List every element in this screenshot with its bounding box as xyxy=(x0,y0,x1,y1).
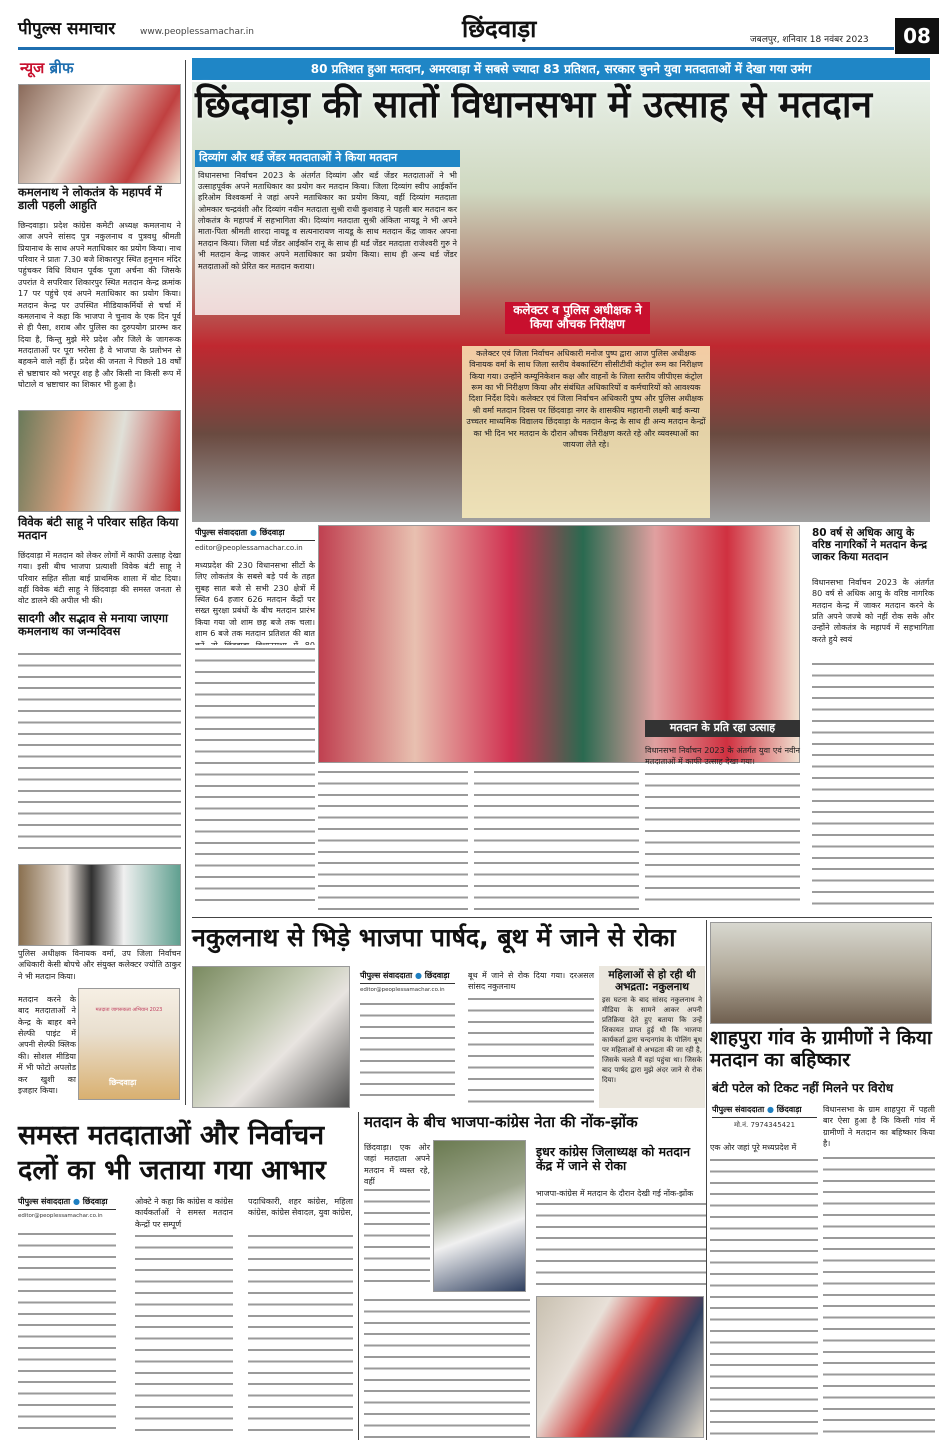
email[interactable]: editor@peoplessamachar.co.in xyxy=(195,544,303,552)
section-rule xyxy=(192,917,932,918)
clash-photo xyxy=(433,1140,526,1292)
page-number: 08 xyxy=(895,18,939,54)
kamalnath-photo xyxy=(18,84,181,184)
byline-place: छिंदवाड़ा xyxy=(82,1197,108,1206)
byline: पीपुल्स संवाददाता xyxy=(712,1105,765,1114)
collector-title: कलेक्टर व पुलिस अधीक्षक ने किया औचक निरीक्षण xyxy=(505,302,650,334)
nakul-side-box xyxy=(599,966,705,1108)
side-box-title: महिलाओं से हो रही थी अभद्रता: नकुलनाथ xyxy=(608,969,696,994)
police-officers-photo xyxy=(18,864,181,946)
shahpura-headline: शाहपुरा गांव के ग्रामीणों ने किया मतदान का बहिष्कार xyxy=(710,1027,932,1071)
lead-body: मध्यप्रदेश की 230 विधानसभा सीटों के लिए लोकतंत्र के सबसे बड़े पर्व के तहत सुबह सात बजे से सभी 230 क्षेत्रों में स्थित 64 हजार 626 मतदान केंद्रों पर सख्त सुरक्षा प्रबंधों के बीच मतदान प्रारंभ किया गया जो शाम छह बजे तक चला। शाम 6 बजे तक मतदान प्रतिशत की बात xyxy=(195,561,315,639)
byline-place: छिंदवाड़ा xyxy=(776,1105,802,1114)
thanks-col3-text xyxy=(248,1232,353,1438)
email[interactable]: editor@peoplessamachar.co.in xyxy=(360,987,445,993)
clash-headline: मतदान के बीच भाजपा-कांग्रेस नेता की नोंक-झोंक xyxy=(364,1113,638,1131)
vivek-sahu-photo xyxy=(18,410,181,512)
byline: पीपुल्स संवाददाता xyxy=(18,1197,71,1206)
newspaper-logo: पीपुल्स समाचार xyxy=(18,19,116,39)
nakul-byline: पीपुल्स संवाददाता ● छिंदवाड़ा editor@peoplessamachar.co.in xyxy=(360,970,455,993)
clash-col1: छिंदवाड़ा। एक ओर जहां मतदाता अपने मतदान में व्यस्त रहे, वहीं xyxy=(364,1143,430,1187)
senior-body-text xyxy=(812,660,934,910)
brief-headline: विवेक बंटी साहू ने परिवार सहित किया मतदान xyxy=(18,515,179,543)
column-divider xyxy=(185,60,186,1105)
brief-body: छिन्दवाड़ा। प्रदेश कांग्रेस कमेटी अध्यक्ष कमलनाथ ने आज अपने सांसद पुत्र नकुलनाथ व पुत्रवधु श्रीमती प्रियानाथ के साथ अपने मताधिकार का प्रयोग किया। नाथ परिवार ने प्रातः 7.30 बजे शिकारपुर स्थित हनुमान मंदिर पहुंचकर विधि विधान पूर्वक पूजा अर्चना की जिसके उपरांत वे सपरिवार शिकारपुर स्थित मतदान केन्द्र क्रमांक 17 पर पहुंचे एवं अपने मताधिकार का प्रयोग किया। मतदान केन्द्र पर उपस्थित मीडियाकर्मियों से चर्चा में कमलनाथ ने कहा कि भाजपा ने चुनाव के एक दिन पूर्व से ही पैसा, शराब और पुलिस का दुरुपयोग प्रारम्भ कर दिया है, किन्तु मुझे मेरे प्रदेश और जिले के जागरूक मतदाताओं पर पूरा भरोसा है वे भाजपा के प्रलोभन से बहकने वाले नहीं हैं। प्रदेश की जनता ने पिछले 18 वर्षों से भ्रष्टाचार को भरपूर शह है और किसी ना किसी रूप में घोटाले व भ्रष्टाचार का शिकार भी हुआ है। xyxy=(18,221,181,390)
senior-title: 80 वर्ष से अधिक आयु के वरिष्ठ नागरिकों ने मतदान केन्द्र जाकर किया मतदान xyxy=(812,527,928,564)
masthead-rule xyxy=(18,47,894,50)
thanks-headline: समस्त मतदाताओं और निर्वाचन दलों का भी जताया गया आभार xyxy=(18,1120,326,1187)
shahpura-col1: एक ओर जहां पूरे मध्यप्रदेश में xyxy=(710,1143,797,1152)
selfie-map-text: छिन्दवाड़ा xyxy=(109,1078,137,1087)
byline-place: छिंदवाड़ा xyxy=(259,528,285,537)
congress-leaders-photo xyxy=(536,1296,704,1438)
news-brief-label xyxy=(20,60,74,77)
lead-byline: पीपुल्स संवाददाता ● छिंदवाड़ा editor@peoplessamachar.co.in xyxy=(195,527,315,552)
phone: मो.नं. 7974345421 xyxy=(733,1121,796,1129)
brief-label-red: न्यूज xyxy=(20,59,45,77)
shahpura-col1-text xyxy=(710,1156,818,1438)
brief-body-text xyxy=(18,650,181,855)
byline: पीपुल्स संवाददाता xyxy=(360,971,413,980)
section-title: छिंदवाड़ा xyxy=(462,15,537,43)
thanks-col2-text xyxy=(135,1232,233,1438)
selfie-point-photo xyxy=(78,988,180,1100)
photo-caption: पुलिस अधीक्षक विनायक वर्मा, उप जिला निर्वाचन अधिकारी केसी बोपचे और संयुक्त कलेक्टर ज्योति ठाकुर ने भी मतदान किया। xyxy=(18,949,181,981)
shahpura-col2-text xyxy=(823,1154,935,1438)
shahpura-subhead: बंटी पटेल को टिकट नहीं मिलने पर विरोध xyxy=(712,1081,894,1095)
lead-body-text-col2 xyxy=(318,768,468,910)
thanks-col3: पदाधिकारी, शहर कांग्रेस, महिला कांग्रेस, कांग्रेस सेवादल, युवा कांग्रेस, xyxy=(248,1197,353,1218)
thanks-byline: पीपुल्स संवाददाता ● छिंदवाड़ा editor@peoplessamachar.co.in xyxy=(18,1196,116,1219)
masthead xyxy=(0,0,945,52)
enthusiasm-body: विधानसभा निर्वाचन 2023 के अंतर्गत युवा एवं नवीन मतदाताओं में काफी उत्साह देखा गया। xyxy=(645,746,800,767)
dateline: जबलपुर, शनिवार 18 नवंबर 2023 xyxy=(750,35,869,45)
nakulnath-photo xyxy=(192,966,350,1108)
shahpura-col2: विधानसभा के ग्राम शाहपुरा में पहली बार ऐसा हुआ है कि किसी गांव में ग्रामीणों ने मतदान का बहिष्कार किया है। xyxy=(823,1105,935,1149)
brief-headline: कमलनाथ ने लोकतंत्र के महापर्व में डाली पहली आहुति xyxy=(18,185,162,213)
column-divider xyxy=(706,920,707,1440)
nakul-headline: नकुलनाथ से भिड़े भाजपा पार्षद, बूथ में जाने से रोका xyxy=(192,923,676,952)
enthusiasm-body-text xyxy=(645,770,800,910)
nakul-body-text-col2 xyxy=(468,995,594,1105)
divyang-box xyxy=(195,150,460,315)
website-url[interactable]: www.peoplessamachar.in xyxy=(140,27,254,37)
byline: पीपुल्स संवाददाता xyxy=(195,528,248,537)
clash-body: भाजपा-कांग्रेस में मतदान के दौरान देखी गई नोंक-झोंक xyxy=(536,1189,694,1198)
clash-body-text-2 xyxy=(364,1296,530,1438)
lead-body-text xyxy=(195,645,315,910)
lead-body-text-col3 xyxy=(474,768,639,910)
side-box-body: इस घटना के बाद सांसद नकुलनाथ ने मीडिया के सामने आकर अपनी प्रतिक्रिया देते हुए बताया कि उन्हें शिकायत प्राप्त हुई थी कि भाजपा कार्यकर्ता द्वारा चन्दनगांव के पोलिंग बूथ पर महिलाओं से अभद्रता की जा रही है, जिसके चलते मैं वहां पहुंचा था। जिसके बाद पार्षद द्वारा मुझे अंदर जाने से रोक दिया। xyxy=(602,996,702,1084)
enthusiasm-title: मतदान के प्रति रहा उत्साह xyxy=(645,720,800,737)
thanks-col1-text xyxy=(18,1230,116,1438)
divyang-title: दिव्यांग और थर्ड जेंडर मतदाताओं ने किया मतदान xyxy=(195,150,460,167)
brief-headline: सादगी और सद्भाव से मनाया जाएगा कमलनाथ का जन्मदिवस xyxy=(18,611,169,639)
senior-body: विधानसभा निर्वाचन 2023 के अंतर्गत 80 वर्ष से अधिक आयु के वरिष्ठ नागरिक मतदान केन्द्र में जाकर मतदान करने के प्रति अपने जज्बे को नहीं रोक सके और उन्होंने लोकतंत्र के महापर्व में सहभागिता करते हुये स्वयं xyxy=(812,578,934,644)
clash-body-text xyxy=(536,1200,706,1292)
lead-headline: छिंदवाड़ा की सातों विधानसभा में उत्साह से मतदान xyxy=(195,83,872,126)
lead-banner: 80 प्रतिशत हुआ मतदान, अमरवाड़ा में सबसे ज्यादा 83 प्रतिशत, सरकार चुनने युवा मतदाताओं में देखा गया उमंग xyxy=(192,58,930,80)
nakul-body2: बूथ में जाने से रोक दिया गया। दरअसल सांसद नकुलनाथ xyxy=(468,971,594,992)
brief-label-blue: ब्रीफ xyxy=(44,59,74,77)
shahpura-byline: पीपुल्स संवाददाता ● छिंदवाड़ा मो.नं. 7974345421 xyxy=(712,1104,817,1130)
selfie-text: मतदान करने के बाद मतदाताओं ने केन्द्र के बाहर बने सेल्फी पाइंट में अपनी सेल्फी क्लिक की। सोशल मीडिया में भी फोटो अपलोड कर खुशी का इजहार किया। xyxy=(18,995,76,1095)
selfie-board-text: मतदाता जागरूकता अभियान 2023 xyxy=(95,1007,163,1013)
brief-body: छिंदवाड़ा में मतदान को लेकर लोगों में काफी उत्साह देखा गया। इसी बीच भाजपा प्रत्याशी विवेक बंटी साहू ने परिवार सहित सीता बाई प्राथमिक शाला में वोट दिया। वहीं विवेक बंटी साहू ने छिंदवाड़ा की समस्त जनता से वोट डालने की अपील भी की। xyxy=(18,551,181,606)
clash-col1-text xyxy=(364,1186,430,1290)
shahpura-villagers-photo xyxy=(710,922,932,1024)
divyang-body: विधानसभा निर्वाचन 2023 के अंतर्गत दिव्यांग और थर्ड जेंडर मतदाताओं ने भी उत्साहपूर्वक अपने मताधिकार का प्रयोग कर मतदान किया। जिला दिव्यांग स्वीप आईकॉन हरिओम विश्वकर्मा ने जहां अपने मताधिकार का प्रयोग किया, वहीं दिव्यांग मतदाता ओमकार चन्द्रवंशी और दिव्यांग नवीन मतदाता सुश्री राधी कुशवाह ने पहली बार मतदान कर लोकतंत्र के महापर्व में सहभागिता की। दिव्यांग मतदाता सुश्री अंकिता नायडू ने भी अपने माता-पिता श्रीमती शारदा नायडू व सत्यनारायण नायडू के साथ मतदान केंद्र जाकर अपना मतदान किया। जिला थर्ड जेंडर आईकॉन रानू के साथ ही थर्ड जेंडर मतदाता राजेश्वरी गुरु ने भी मतदान केन्द्र जाकर अपने मताधिकार का प्रयोग किया। साथ ही अन्य थर्ड जेंडर मतदाताओं को प्रेरित कर मतदान कराया। xyxy=(198,170,457,271)
byline-place: छिंदवाड़ा xyxy=(424,971,450,980)
thanks-col2: ओक्टे ने कहा कि कांग्रेस व कांग्रेस कार्यकर्ताओं ने समस्त मतदान केन्द्रों पर सम्पूर्ण xyxy=(135,1197,233,1229)
email[interactable]: editor@peoplessamachar.co.in xyxy=(18,1213,103,1219)
column-divider xyxy=(358,1112,359,1440)
collector-body: कलेक्टर एवं जिला निर्वाचन अधिकारी मनोज पुष्प द्वारा आज पुलिस अधीक्षक विनायक वर्मा के साथ जिला स्तरीय वेबकास्टिंग सीसीटीवी कंट्रोल रूम का निरीक्षण किया गया। उन्होंने कम्यूनिकेशन कक्ष और वाहनों के जिला स्तरीय जीपीएस कंट्रोल रूम का भी निरीक्षण किया और संबंधित अधिकारियों व कर्मचारियों को आवश्यक दिशा निर्देश दिये। कलेक्टर एवं जिला निर्वाचन अधिकारी पुष्प और पुलिस अधीक्षक श्री वर्मा मतदान दिवस पर छिंदवाड़ा नगर के शासकीय महारानी लक्ष्मी बाई कन्या उच्चतर माध्यमिक विद्यालय छिंदवाड़ा के मतदान केन्द्र के साथ ही अन्य मतदान केन्द्रों का भी दिन भर मतदान के दौरान औचक निरीक्षण करते रहे और व्यवस्थाओं का जायजा लेते रहे। xyxy=(462,346,710,518)
clash-subhead: इधर कांग्रेस जिलाध्यक्ष को मतदान केंद्र में जाने से रोका xyxy=(536,1144,691,1174)
nakul-body-text xyxy=(360,1000,455,1105)
